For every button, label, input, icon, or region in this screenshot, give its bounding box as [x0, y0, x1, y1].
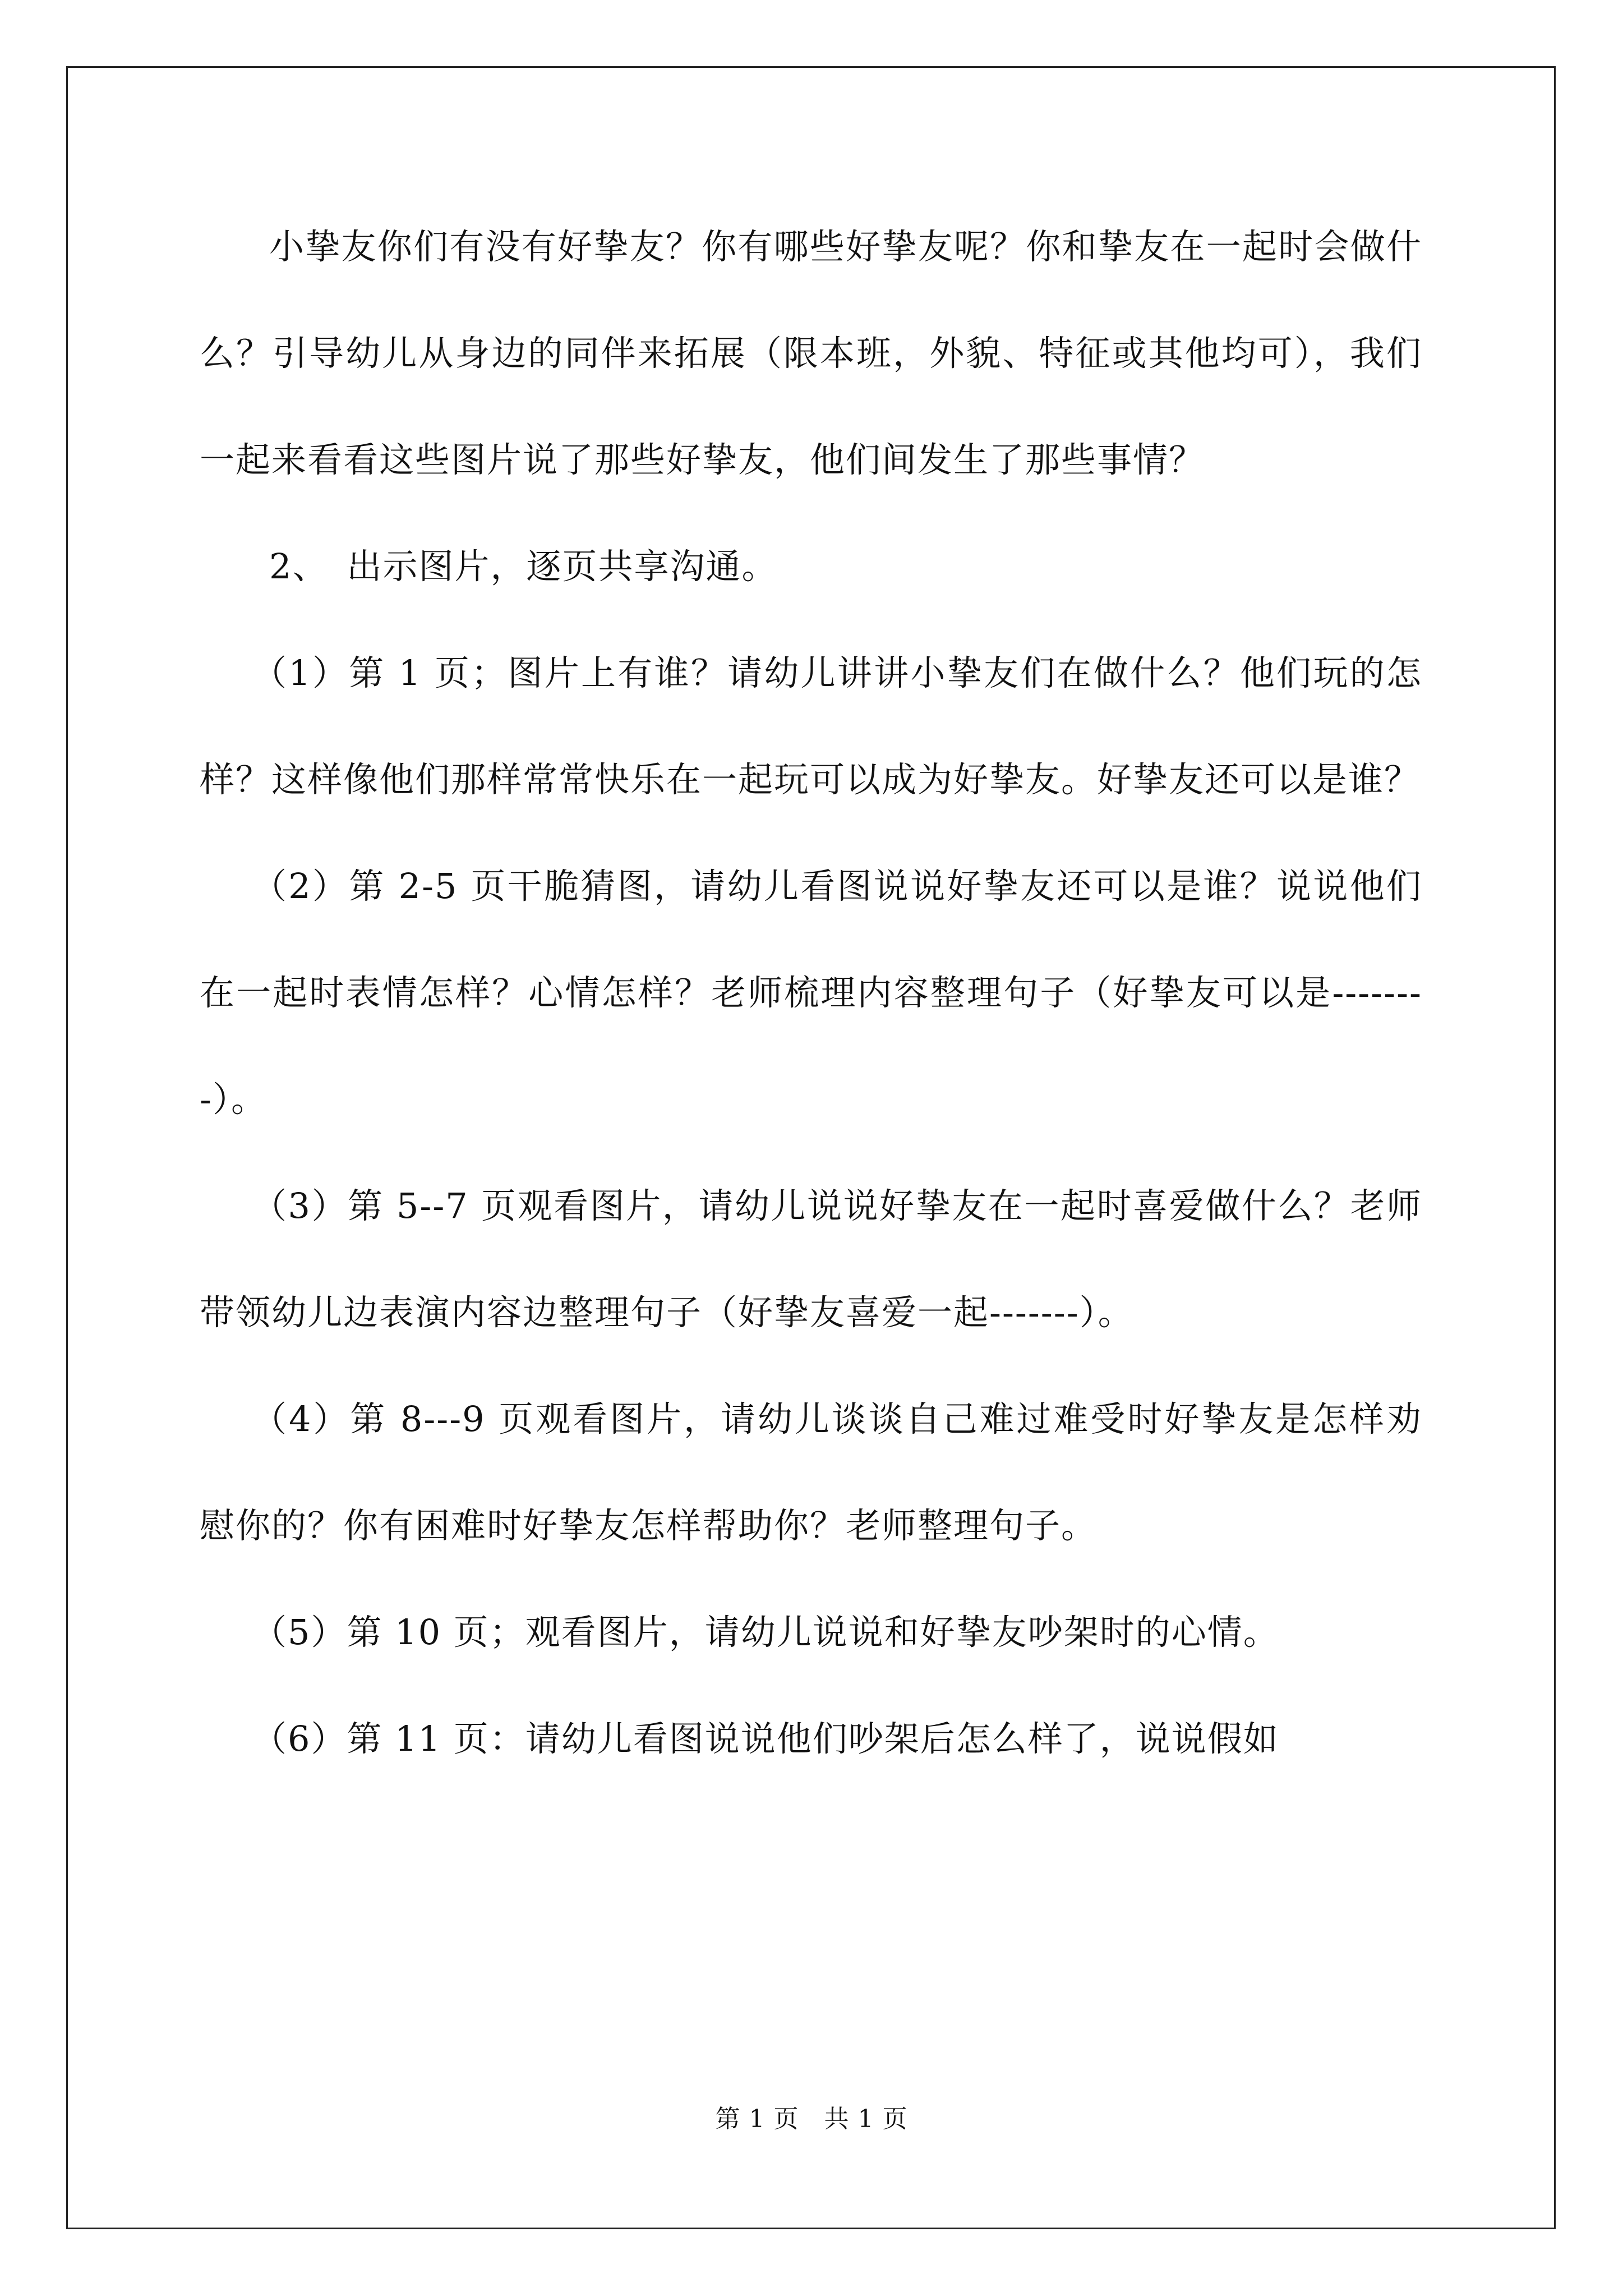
paragraph-page-1: （1）第 1 页；图片上有谁？请幼儿讲讲小挚友们在做什么？他们玩的怎样？这样像他们那样常常快乐在一起玩可以成为好挚友。好挚友还可以是谁？	[200, 652, 1422, 800]
paragraph-pages-5-7: （3）第 5--7 页观看图片，请幼儿说说好挚友在一起时喜爱做什么？老师带领幼儿边表演内容边整理句子（好挚友喜爱一起-------）。	[200, 1185, 1422, 1333]
paragraph-page-11: （6）第 11 页：请幼儿看图说说他们吵架后怎么样了，说说假如	[252, 1718, 1279, 1759]
paragraph-pages-8-9: （4）第 8---9 页观看图片，请幼儿谈谈自己难过难受时好挚友是怎样劝慰你的？你有困难时好挚友怎样帮助你？老师整理句子。	[200, 1398, 1422, 1546]
page-footer: 第 1 页 共 1 页	[715, 2105, 908, 2133]
paragraph-pages-2-5: （2）第 2-5 页干脆猜图，请幼儿看图说说好挚友还可以是谁？说说他们在一起时表情怎样？心情怎样？老师梳理内容整理句子（好挚友可以是--------）。	[200, 866, 1422, 1120]
paragraph-intro-questions: 小挚友你们有没有好挚友？你有哪些好挚友呢？你和挚友在一起时会做什么？引导幼儿从身边的同伴来拓展（限本班，外貌、特征或其他均可），我们一起来看看这些图片说了那些好挚友，他们间发生了那些事情？	[200, 226, 1422, 480]
document-body	[200, 194, 1422, 1792]
paragraph-step-2: 2、 出示图片，逐页共享沟通。	[269, 546, 778, 587]
paragraph-page-10: （5）第 10 页；观看图片，请幼儿说说和好挚友吵架时的心情。	[252, 1612, 1279, 1653]
